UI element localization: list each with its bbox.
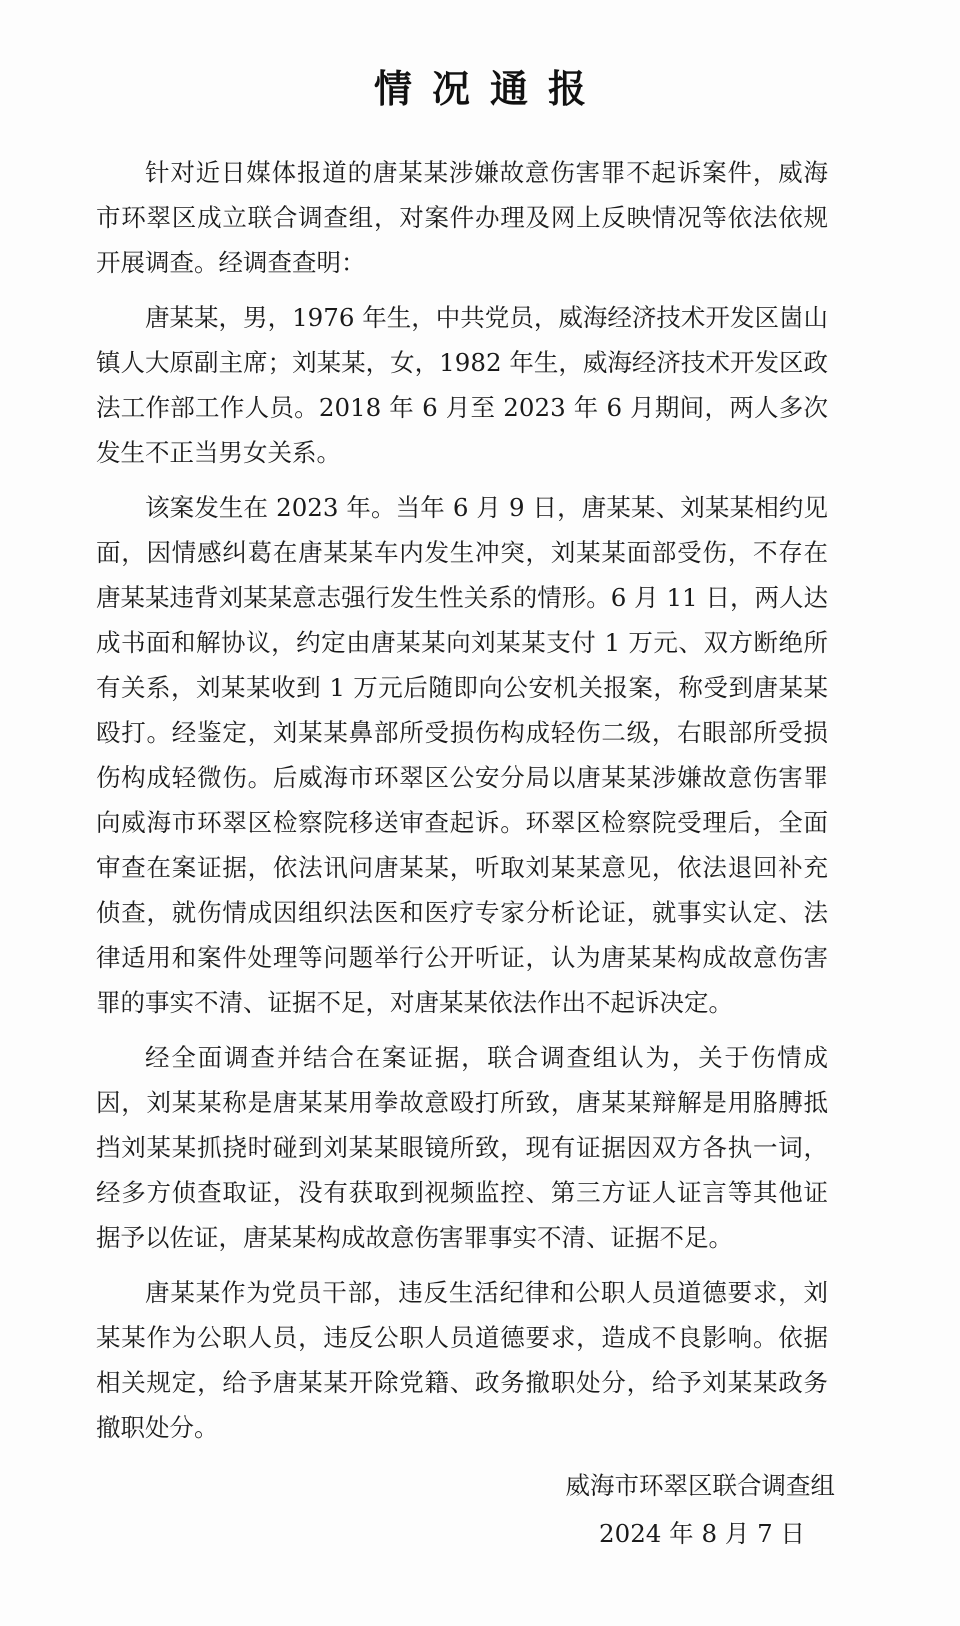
document-title: 情况通报 <box>373 67 606 111</box>
paragraph-case-facts: 该案发生在 2023 年。当年 6 月 9 日，唐某某、刘某某相约见面，因情感纠葛在唐某某车内发生冲突，刘某某面部受伤，不存在唐某某违背刘某某意志强行发生性关系的情形。6 月 11 日，两人达成书面和解协议，约定由唐某某向刘某某支付 1 万元、双方断绝所有关系，刘某某收到 1 万元后随即向公安机关报案，称受到唐某某殴打。经鉴定，刘某某鼻部所受损伤构成轻伤二级，右眼部所受损伤构成轻微伤。后威海市环翠区公安分局以唐某某涉嫌故意伤害罪向威海市环翠区检察院移送审查起诉。环翠区检察院受理后，全面审查在案证据，依法讯问唐某某，听取刘某某意见，依法退回补充侦查，就伤情成因组织法医和医疗专家分析论证，就事实认定、法律适用和案件处理等问题举行公开听证，认为唐某某构成故意伤害罪的事实不清、证据不足，对唐某某依法作出不起诉决定。 <box>96 493 828 1017</box>
paragraph-discipline: 唐某某作为党员干部，违反生活纪律和公职人员道德要求，刘某某作为公职人员，违反公职人员道德要求，造成不良影响。依据相关规定，给予唐某某开除党籍、政务撤职处分，给予刘某某政务撤职处分。 <box>96 1278 828 1442</box>
signoff-block <box>566 1462 836 1558</box>
issue-date: 2024 年 8 月 7 日 <box>599 1519 805 1548</box>
paragraph-intro: 针对近日媒体报道的唐某某涉嫌故意伤害罪不起诉案件，威海市环翠区成立联合调查组，对案件办理及网上反映情况等依法依规开展调查。经调查查明： <box>96 158 828 277</box>
document-body <box>96 150 828 1460</box>
issuing-organization: 威海市环翠区联合调查组 <box>565 1471 835 1500</box>
paragraph-parties: 唐某某，男，1976 年生，中共党员，威海经济技术开发区崮山镇人大原副主席；刘某某，女，1982 年生，威海经济技术开发区政法工作部工作人员。2018 年 6 月至 2023 年 6 月期间，两人多次发生不正当男女关系。 <box>96 303 828 467</box>
paragraph-findings: 经全面调查并结合在案证据，联合调查组认为，关于伤情成因，刘某某称是唐某某用拳故意殴打所致，唐某某辩解是用胳膊抵挡刘某某抓挠时碰到刘某某眼镜所致，现有证据因双方各执一词，经多方侦查取证，没有获取到视频监控、第三方证人证言等其他证据予以佐证，唐某某构成故意伤害罪事实不清、证据不足。 <box>96 1043 828 1252</box>
